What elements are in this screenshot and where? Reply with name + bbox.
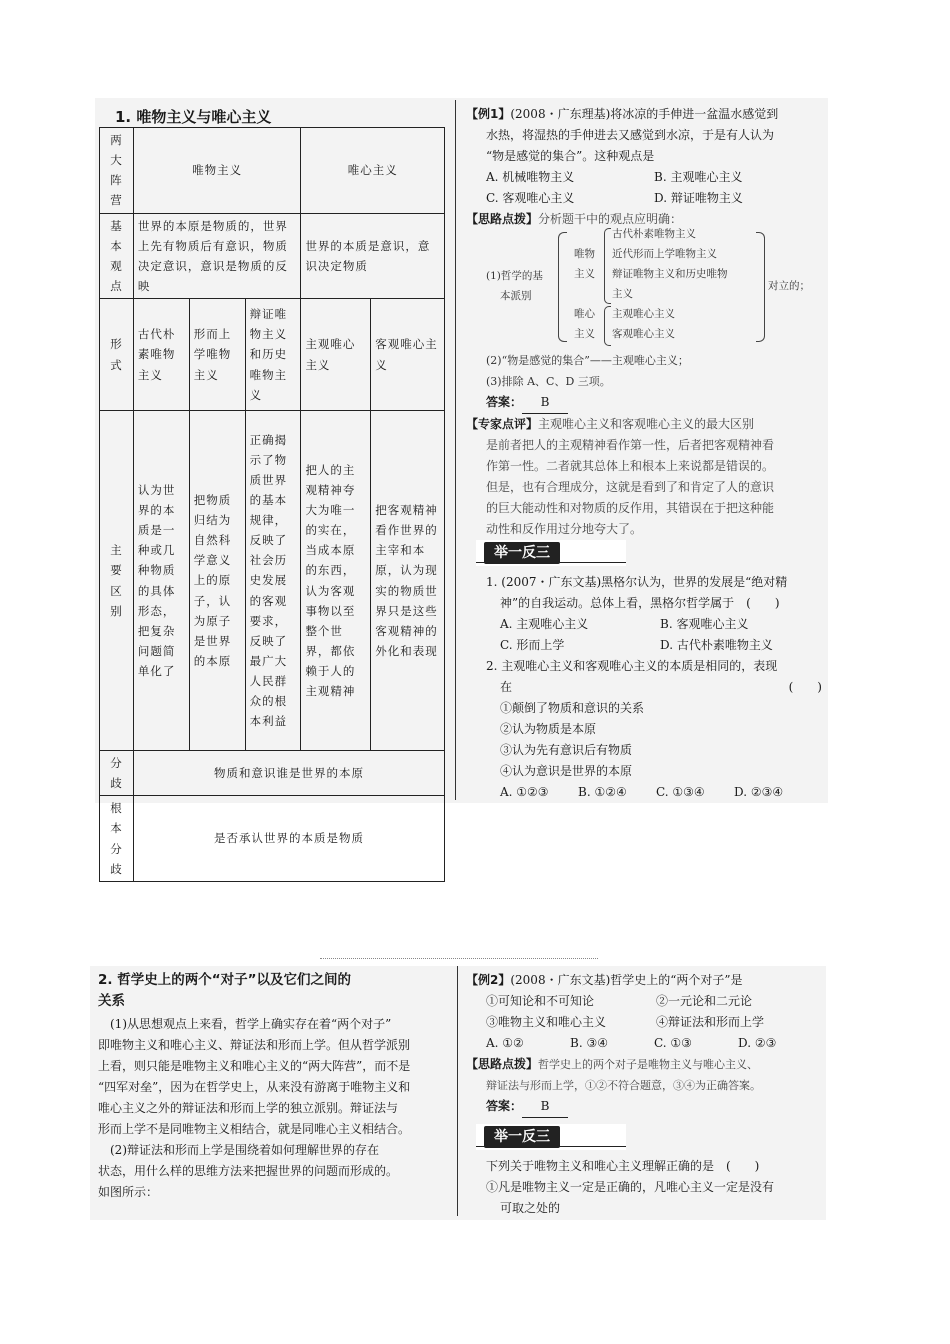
example1-answer-label: 答案：: [486, 395, 523, 409]
example1-hint: 分析题干中的观点应明确：: [538, 212, 683, 226]
tree-tail: 对立的；: [768, 280, 810, 292]
practice1-q1-b-opt: B. 客观唯心主义: [660, 617, 749, 631]
practice-banner-label: 举一反三: [484, 1126, 560, 1148]
header-materialism: 唯物主义: [133, 128, 301, 214]
practice1-block: [486, 572, 822, 803]
form-cell: 形而上学唯物主义: [189, 299, 245, 411]
example1-q3: “物是感觉的集合”。这种观点是: [486, 149, 655, 163]
practice1-q2-paren: ( ): [788, 680, 822, 694]
divider: [320, 958, 598, 959]
expert-label: 【专家点评】: [466, 417, 539, 431]
row-basic-label: 基本观点: [100, 213, 134, 299]
practice1-q2-opt-b: B. ①②④: [578, 785, 627, 799]
practice1-q1-a: 1. (2007・广东文基)黑格尔认为，世界的发展是“绝对精: [486, 575, 788, 589]
form-cell: 辩证唯物主义和历史唯物主义: [245, 299, 301, 411]
practice2-question: 下列关于唯物主义和唯心主义理解正确的是 ( ): [486, 1159, 760, 1173]
example1-label: 【例1】: [466, 107, 511, 121]
diff-cell: 把人的主观精神夸大为唯一的实在，当成本原的东西，认为客观事物以至整个世界，都依赖于人的主观精神: [301, 411, 371, 751]
example2-opt-b: B. ③④: [570, 1036, 608, 1050]
paragraph-line: 形而上学不是同唯物主义相结合，就是同唯心主义相结合。: [98, 1122, 411, 1136]
row-diff-label: 主要区别: [100, 411, 134, 751]
tree-m2: 近代形而上学唯物主义: [612, 248, 717, 260]
tree-brace-ide: [604, 306, 611, 346]
form-cell: 客观唯心主义: [371, 299, 445, 411]
practice1-q2-a: 2. 主观唯心主义和客观唯心主义的本质是相同的，表现: [486, 659, 778, 673]
column-divider-top: [455, 100, 456, 800]
form-cell: 主观唯心主义: [301, 299, 371, 411]
example1-block: [466, 104, 822, 230]
diff-cell: 认为世界的本质是一种或几种物质的具体形态，把复杂问题简单化了: [133, 411, 189, 751]
tree-m1: 古代朴素唯物主义: [612, 228, 696, 240]
example2-hint-2: 辩证法与形而上学，①②不符合题意，③④为正确答案。: [486, 1079, 761, 1092]
paragraph-line: 上看，则只能是唯物主义和唯心主义的“两大阵营”，而不是: [98, 1059, 411, 1073]
example2-item-3: ③唯物主义和唯心主义: [486, 1015, 607, 1029]
example2-answer: B: [522, 1096, 568, 1118]
practice1-q2-item2: ②认为物质是本原: [500, 722, 597, 736]
comparison-table: [99, 127, 445, 882]
expert-5: 的巨大能动性和对物质的反作用，其错误在于把这种能: [486, 501, 775, 515]
paragraph-line: 即唯物主义和唯心主义、辩证法和形而上学。但从哲学派别: [98, 1038, 411, 1052]
example1-source: (2008・广东理基): [510, 107, 611, 121]
section2-title-2: 关系: [98, 993, 125, 1009]
example2-source: (2008・广东文基): [510, 973, 611, 987]
practice1-q2-item4: ④认为意识是世界的本原: [500, 764, 633, 778]
paragraph-line: (1)从思想观点上来看，哲学上确实存在着“两个对子”: [98, 1017, 392, 1031]
expert-4: 但是，也有合理成分，这就是看到了和肯定了人的意识: [486, 480, 775, 494]
diff-cell: 正确揭示了物质世界的基本规律，反映了社会历史发展的客观要求，反映了最广大人民群众的根本利益: [245, 411, 301, 751]
practice2-item-1a: ①凡是唯物主义一定是正确的，凡唯心主义一定是没有: [486, 1180, 775, 1194]
tree-brace-mat: [604, 228, 611, 304]
basic-idealism: 世界的本质是意识，意识决定物质: [301, 213, 445, 299]
section1-title: 1. 唯物主义与唯心主义: [115, 108, 272, 126]
tree-lead-1: (1)哲学的基: [486, 270, 543, 282]
split-value: 物质和意识谁是世界的本原: [133, 751, 444, 796]
practice1-q1-c-opt: C. 形而上学: [500, 638, 565, 652]
example2-item-1: ①可知论和不可知论: [486, 994, 595, 1008]
paragraph-line: 如图所示：: [98, 1185, 159, 1199]
example2-item-4: ④辩证法和形而上学: [656, 1015, 765, 1029]
practice1-q2-opt-d: D. ②③④: [734, 785, 784, 799]
tree-m4: 主义: [612, 288, 633, 300]
expert-3: 作第一性。二者就其总体上和根本上来说都是错误的。: [486, 459, 775, 473]
tree-ide-1: 唯心: [574, 308, 595, 320]
practice-banner-1: [476, 540, 626, 566]
example2-question: 哲学史上的“两个对子”是: [610, 973, 743, 987]
practice1-q1-d-opt: D. 古代朴素唯物主义: [660, 638, 773, 652]
example1-opt-d: D. 辩证唯物主义: [654, 191, 743, 205]
example2-hint-label: 【思路点拨】: [466, 1057, 539, 1071]
tree-brace-right: [756, 232, 765, 342]
expert-1: 主观唯心主义和客观唯心主义的最大区别: [538, 417, 755, 431]
example2-opt-a: A. ①②: [486, 1036, 524, 1050]
example2-opt-d: D. ②③: [738, 1036, 777, 1050]
basic-materialism: 世界的本原是物质的，世界上先有物质后有意识，物质决定意识，意识是物质的反映: [133, 213, 301, 299]
paragraph-line: “四军对垒”，因为在哲学史上，从来没有游离于唯物主义和: [98, 1080, 411, 1094]
practice1-q2-b: 在: [500, 680, 513, 694]
diff-cell: 把物质归结为自然科学意义上的原子，认为原子是世界的本原: [189, 411, 245, 751]
tree-brace-outer: [558, 232, 567, 342]
philosophy-tree: [486, 226, 822, 348]
row-root-label: 根本分歧: [100, 796, 134, 882]
tree-m3: 辩证唯物主义和历史唯物: [612, 268, 728, 280]
example2-hint-1: 哲学史上的两个对子是唯物主义与唯心主义、: [538, 1058, 759, 1071]
example2-block: [466, 970, 824, 1118]
practice2-item-1b: 可取之处的: [500, 1201, 561, 1215]
column-divider-bottom: [457, 966, 458, 1216]
example1-q2: 水热，将湿热的手伸进去又感觉到水凉，于是有人认为: [486, 128, 775, 142]
example2-label: 【例2】: [466, 973, 511, 987]
root-value: 是否承认世界的本质是物质: [133, 796, 444, 882]
example1-step2: (2)“物是感觉的集合”——主观唯心主义；: [486, 354, 689, 367]
paragraph-line: 唯心主义之外的辩证法和形而上学的独立派别。辩证法与: [98, 1101, 399, 1115]
example1-opt-c: C. 客观唯心主义: [486, 191, 575, 205]
form-cell: 古代朴素唯物主义: [133, 299, 189, 411]
row-form-label: 形式: [100, 299, 134, 411]
practice1-q2-item3: ③认为先有意识后有物质: [500, 743, 633, 757]
banner-underline: [476, 1146, 626, 1147]
practice-banner-2: [476, 1124, 626, 1150]
example1-hint-label: 【思路点拨】: [466, 212, 539, 226]
practice1-q2-opt-a: A. ①②③: [500, 785, 549, 799]
example2-answer-label: 答案：: [486, 1099, 523, 1113]
example2-opt-c: C. ①③: [654, 1036, 692, 1050]
example1-opt-b: B. 主观唯心主义: [654, 170, 743, 184]
expert-6: 动性和反作用过分地夸大了。: [486, 522, 643, 536]
practice2-block: [486, 1156, 822, 1219]
example1-answer: B: [522, 392, 568, 414]
example1-q1: 将冰凉的手伸进一盆温水感觉到: [610, 107, 779, 121]
example1-opt-a: A. 机械唯物主义: [486, 170, 575, 184]
practice-banner-label: 举一反三: [484, 542, 560, 564]
tree-mat-1: 唯物: [574, 248, 595, 260]
section2-block: [98, 970, 450, 1203]
section2-title-1: 2. 哲学史上的两个“对子”以及它们之间的: [98, 972, 351, 988]
paragraph-line: (2)辩证法和形而上学是围绕着如何理解世界的存在: [98, 1143, 380, 1157]
tree-mat-2: 主义: [574, 268, 595, 280]
diff-cell: 把客观精神看作世界的主宰和本原，认为现实的物质世界只是这些客观精神的外化和表现: [371, 411, 445, 751]
paragraph-line: 状态，用什么样的思维方法来把握世界的问题而形成的。: [98, 1164, 399, 1178]
example1-step3: (3)排除 A、C、D 三项。: [486, 375, 611, 388]
tree-i2: 客观唯心主义: [612, 328, 675, 340]
example1-answer-block: [466, 350, 826, 540]
practice1-q1-a-opt: A. 主观唯心主义: [500, 617, 589, 631]
header-idealism: 唯心主义: [301, 128, 445, 214]
practice1-q2-opt-c: C. ①③④: [656, 785, 705, 799]
section2-paragraph-2: [98, 1140, 450, 1203]
practice1-q1-b: 神”的自我运动。总体上看，黑格尔哲学属于 ( ): [500, 596, 780, 610]
header-camp: 两大阵营: [100, 128, 134, 214]
section2-paragraph-1: [98, 1014, 450, 1140]
tree-i1: 主观唯心主义: [612, 308, 675, 320]
banner-underline: [476, 562, 626, 563]
tree-lead-2: 本派别: [500, 290, 532, 302]
row-split-label: 分歧: [100, 751, 134, 796]
example2-item-2: ②一元论和二元论: [656, 994, 753, 1008]
practice1-q2-item1: ①颠倒了物质和意识的关系: [500, 701, 645, 715]
expert-2: 是前者把人的主观精神看作第一性，后者把客观精神看: [486, 438, 775, 452]
tree-ide-2: 主义: [574, 328, 595, 340]
